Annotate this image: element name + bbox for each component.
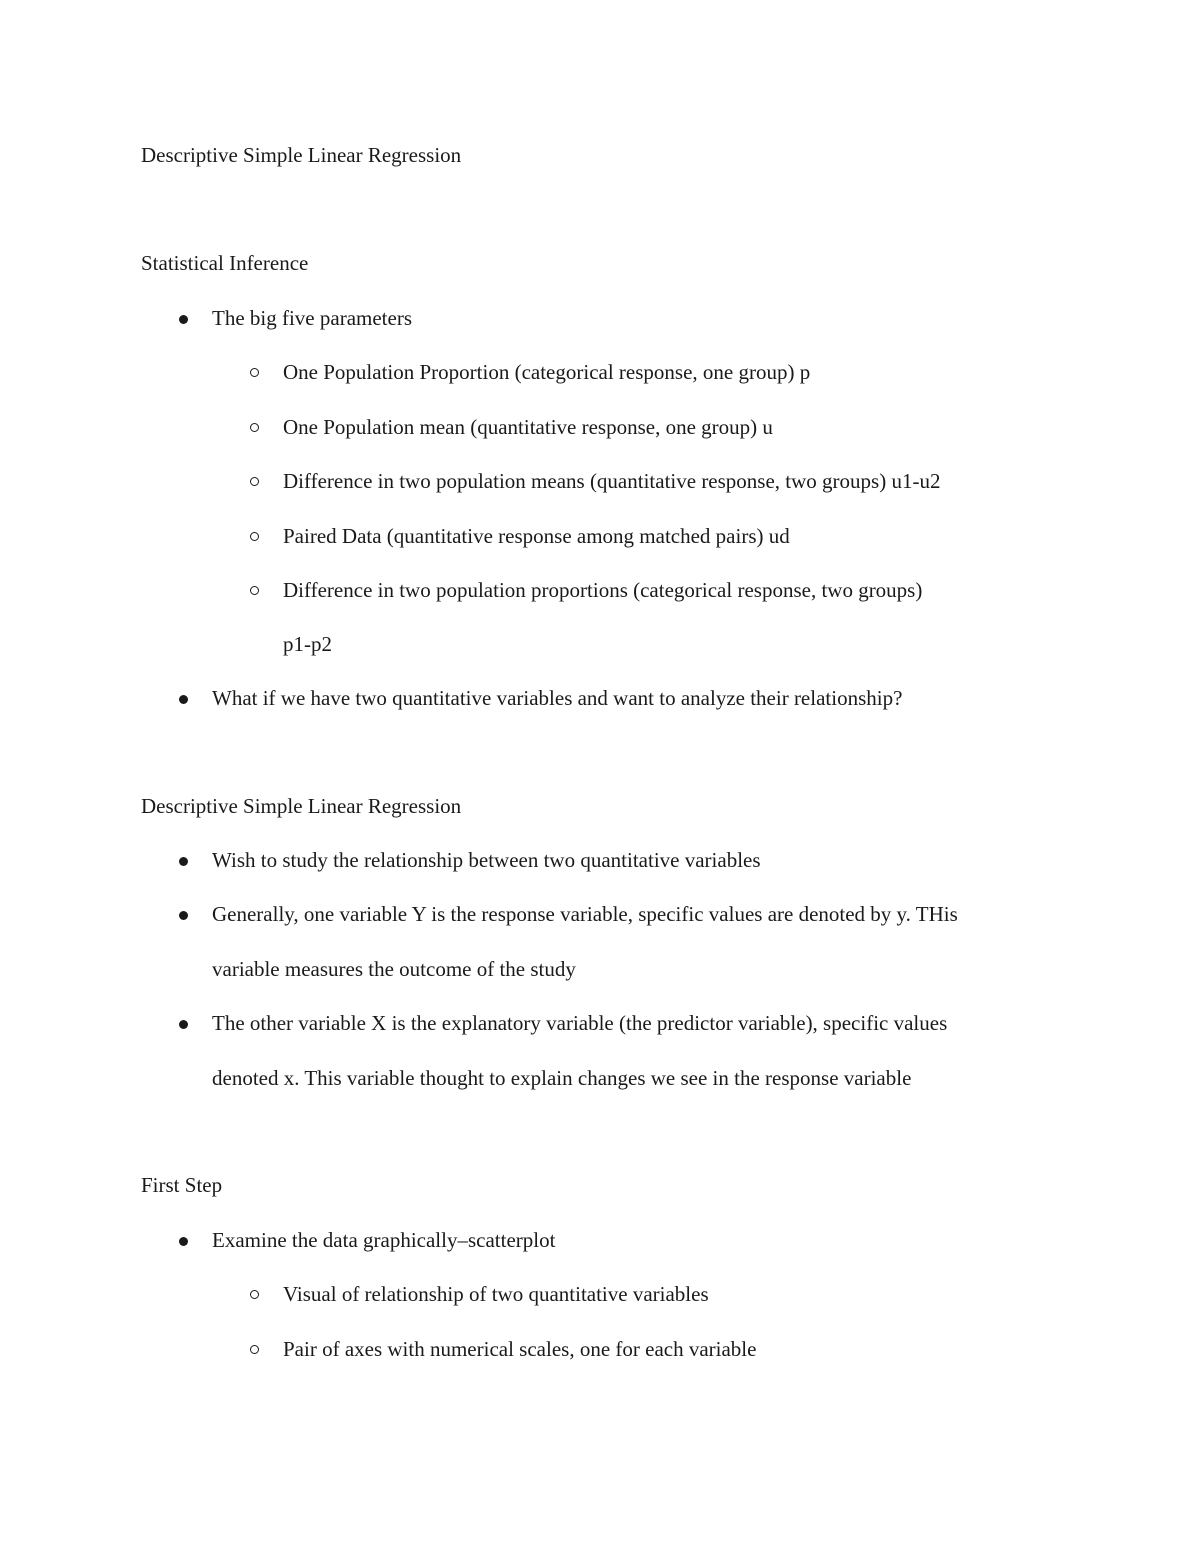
bullet-icon	[179, 315, 188, 324]
section-heading-first-step: First Step	[141, 1173, 223, 1197]
list-item: Wish to study the relationship between two quantitative variables	[212, 848, 761, 872]
list-item: Examine the data graphically–scatterplot	[212, 1228, 556, 1252]
bullet-icon	[179, 1020, 188, 1029]
sub-list-item-continuation: p1-p2	[283, 632, 332, 656]
hollow-bullet-icon	[250, 586, 259, 595]
hollow-bullet-icon	[250, 1345, 259, 1354]
bullet-icon	[179, 695, 188, 704]
sub-list-item: Difference in two population proportions (categorical response, two groups)	[283, 578, 923, 602]
hollow-bullet-icon	[250, 423, 259, 432]
hollow-bullet-icon	[250, 477, 259, 486]
document-title: Descriptive Simple Linear Regression	[141, 143, 462, 167]
hollow-bullet-icon	[250, 1290, 259, 1299]
sub-list-item: Pair of axes with numerical scales, one for each variable	[283, 1337, 757, 1361]
list-item-continuation: variable measures the outcome of the study	[212, 957, 576, 981]
sub-list-item: One Population mean (quantitative response, one group) u	[283, 415, 773, 439]
list-item-continuation: denoted x. This variable thought to explain changes we see in the response variable	[212, 1066, 912, 1090]
sub-list-item: One Population Proportion (categorical response, one group) p	[283, 360, 811, 384]
section-heading-statistical-inference: Statistical Inference	[141, 251, 309, 275]
bullet-icon	[179, 857, 188, 866]
list-item: The other variable X is the explanatory variable (the predictor variable), specific values	[212, 1011, 948, 1035]
hollow-bullet-icon	[250, 368, 259, 377]
sub-list-item: Paired Data (quantitative response among matched pairs) ud	[283, 524, 790, 548]
list-item: Generally, one variable Y is the response variable, specific values are denoted by y. THis	[212, 902, 958, 926]
sub-list-item: Visual of relationship of two quantitative variables	[283, 1282, 709, 1306]
bullet-icon	[179, 1237, 188, 1246]
list-item: What if we have two quantitative variables and want to analyze their relationship?	[212, 686, 903, 710]
hollow-bullet-icon	[250, 532, 259, 541]
bullet-icon	[179, 911, 188, 920]
list-item: The big five parameters	[212, 306, 412, 330]
section-heading-descriptive-slr: Descriptive Simple Linear Regression	[141, 794, 462, 818]
sub-list-item: Difference in two population means (quantitative response, two groups) u1-u2	[283, 469, 941, 493]
